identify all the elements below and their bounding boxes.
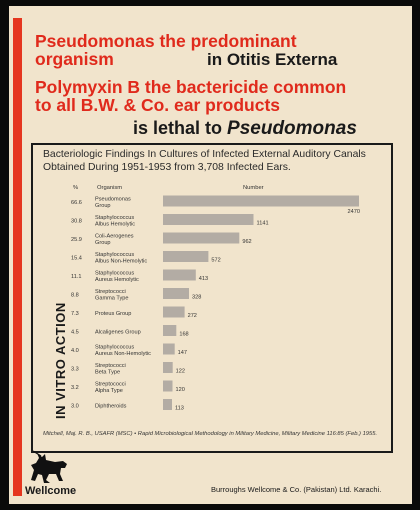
percent-label: 4.0 <box>71 348 79 354</box>
organism-label: Alpha Type <box>95 388 123 394</box>
organism-label: Staphylococcus <box>95 270 135 277</box>
percent-label: 7.3 <box>71 311 79 317</box>
organism-label: Staphylococcus <box>95 252 135 258</box>
headline-line-4-organism: Pseudomonas <box>227 118 357 139</box>
value-label: 962 <box>242 239 252 245</box>
value-label: 272 <box>187 313 197 319</box>
value-label: 2470 <box>347 209 360 215</box>
value-label: 120 <box>175 387 185 393</box>
organism-label: Aureus Hemolytic <box>95 277 139 283</box>
value-label: 572 <box>211 257 221 264</box>
percent-label: 25.9 <box>71 237 82 243</box>
bar <box>163 307 185 318</box>
bar <box>163 233 239 244</box>
value-label: 1141 <box>256 220 269 227</box>
organism-label: Proteus Group <box>95 311 132 317</box>
publisher-line: Burroughs Wellcome & Co. (Pakistan) Ltd. Karachi. <box>211 485 382 494</box>
percent-label: 3.0 <box>71 403 79 410</box>
percent-label: 4.5 <box>71 329 79 336</box>
bar <box>163 381 173 392</box>
headline-line-4 <box>133 119 373 138</box>
bar <box>163 288 189 299</box>
citation: Mitchell, Maj. R. B., USAFR (MSC) • Rapid Microbiological Methodology in Military Medicine, Military Medicine 116:85 (Feb.) 1955. <box>43 431 378 437</box>
percent-label: 8.8 <box>71 292 79 299</box>
organism-label: Pseudomonas <box>95 196 131 203</box>
column-header-percent: % <box>73 185 79 191</box>
organism-label: Coli-Aerogenes <box>95 233 134 240</box>
brand-name: Wellcome <box>25 485 77 497</box>
chart-box <box>31 143 393 453</box>
organism-label: Staphylococcus <box>95 215 135 221</box>
chart-title: Bacteriologic Findings In Cultures of Infected External Auditory Canals Obtained During 1951-1953 from 3,708 Infected Ears. <box>43 149 366 173</box>
organism-label: Group <box>95 203 111 209</box>
headline-line-4-prefix: is lethal to <box>133 118 228 138</box>
value-label: 328 <box>192 294 202 301</box>
percent-label: 15.4 <box>71 255 82 262</box>
value-label: 113 <box>174 405 184 412</box>
bar <box>163 196 359 207</box>
organism-label: Streptococci <box>95 363 126 369</box>
bar <box>163 325 176 336</box>
percent-label: 3.2 <box>71 385 79 391</box>
headline-line-2: Polymyxin B the bactericide common <box>35 77 347 97</box>
organism-label: Streptococci <box>95 381 126 388</box>
bar-chart <box>33 145 391 451</box>
organism-label: Beta Type <box>95 369 121 376</box>
percent-label: 66.6 <box>71 200 82 206</box>
percent-label: 11.1 <box>71 274 82 280</box>
bar <box>163 344 175 355</box>
organism-label: Group <box>95 240 111 246</box>
organism-label: Staphylococcus <box>95 344 135 351</box>
column-header-number: Number <box>243 185 264 191</box>
organism-label: Aureus Non-Hemolytic <box>95 351 151 357</box>
organism-label: Albus Non-Hemolytic <box>95 258 148 265</box>
organism-label: Streptococci <box>95 289 126 295</box>
value-label: 168 <box>179 331 189 338</box>
organism-label: Diphtheroids <box>95 403 127 410</box>
organism-label: Albus Hemolytic <box>95 221 136 228</box>
side-label: IN VITRO ACTION <box>53 302 68 419</box>
organism-label: Gamma Type <box>95 295 129 302</box>
bar <box>163 362 173 373</box>
bar <box>163 270 196 281</box>
bar <box>163 251 208 262</box>
column-header-organism: Organism <box>97 185 123 191</box>
bar <box>163 399 172 410</box>
headline-line-1: Pseudomonas the predominant organism <box>35 31 297 69</box>
value-label: 147 <box>177 350 188 356</box>
bar <box>163 214 254 225</box>
percent-label: 30.8 <box>71 218 82 225</box>
value-label: 413 <box>198 276 209 282</box>
unicorn-logo-icon <box>25 450 71 486</box>
red-accent-bar <box>13 18 22 496</box>
organism-label: Alcaligenes Group <box>95 329 141 336</box>
headline-line-3: to all B.W. & Co. ear products <box>35 95 281 115</box>
percent-label: 3.3 <box>71 366 79 373</box>
value-label: 122 <box>175 368 186 375</box>
page <box>9 6 412 504</box>
headline-line-1-continued: in Otitis Externa <box>207 50 338 69</box>
